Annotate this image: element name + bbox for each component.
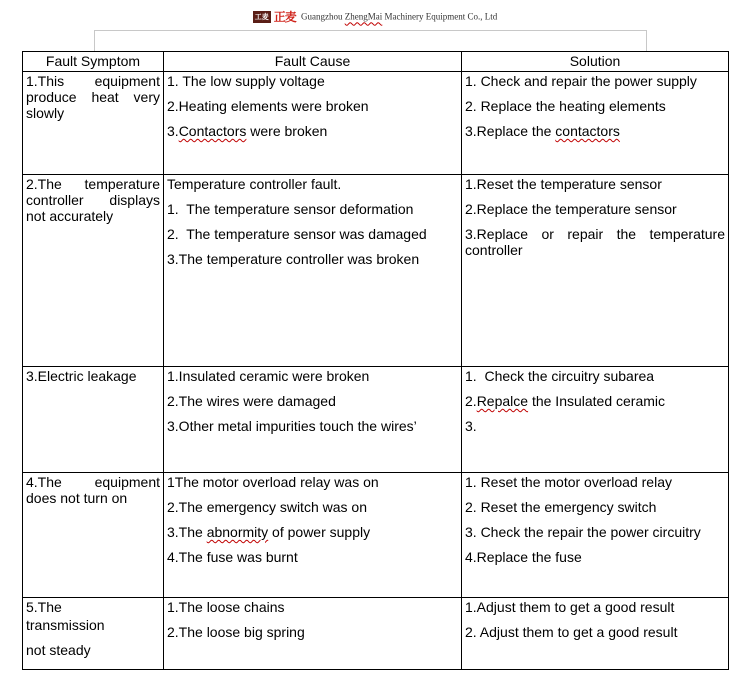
company-name: Guangzhou ZhengMai Machinery Equipment Co., Ltd <box>301 11 498 22</box>
solution-cell: 1. Check the circuitry subarea 2.Repalce the Insulated ceramic 3. <box>462 367 729 473</box>
table-row <box>23 598 729 670</box>
fault-table <box>22 51 729 670</box>
symptom-cell: 2.The temperature controller displays not accurately <box>23 175 164 367</box>
table-row <box>23 367 729 473</box>
header-frame <box>94 30 647 52</box>
symptom-cell: 5.The transmission not steady <box>23 598 164 670</box>
symptom-cell: 1.This equipment produce heat very slowly <box>23 72 164 175</box>
logo-mark: 工麦 <box>253 11 271 23</box>
table-row <box>23 175 729 367</box>
solution-cell: 1. Check and repair the power supply 2. Replace the heating elements 3.Replace the contactors <box>462 72 729 175</box>
symptom-cell: 4.The equipment does not turn on <box>23 473 164 598</box>
column-header-solution: Solution <box>462 52 729 72</box>
solution-cell: 1.Adjust them to get a good result 2. Adjust them to get a good result <box>462 598 729 670</box>
column-header-fault-symptom: Fault Symptom <box>23 52 164 72</box>
cause-cell: 1The motor overload relay was on 2.The emergency switch was on 3.The abnormity of power supply 4.The fuse was burnt <box>164 473 462 598</box>
table-row <box>23 72 729 175</box>
cause-cell: Temperature controller fault. 1. The temperature sensor deformation 2. The temperature sensor was damaged 3.The temperature controller was broken <box>164 175 462 367</box>
solution-cell: 1. Reset the motor overload relay 2. Reset the emergency switch 3. Check the repair the power circuitry 4.Replace the fuse <box>462 473 729 598</box>
cause-cell: 1.The loose chains 2.The loose big spring <box>164 598 462 670</box>
company-logo <box>253 8 296 25</box>
logo-text: 正麦 <box>273 10 296 24</box>
table-header-row <box>23 52 729 72</box>
cause-cell: 1. The low supply voltage 2.Heating elements were broken 3.Contactors were broken <box>164 72 462 175</box>
cause-cell: 1.Insulated ceramic were broken 2.The wires were damaged 3.Other metal impurities touch the wires’ <box>164 367 462 473</box>
symptom-cell: 3.Electric leakage <box>23 367 164 473</box>
solution-cell: 1.Reset the temperature sensor 2.Replace the temperature sensor 3.Replace or repair the temperature controller <box>462 175 729 367</box>
column-header-fault-cause: Fault Cause <box>164 52 462 72</box>
table-row <box>23 473 729 598</box>
page-header <box>0 8 750 25</box>
